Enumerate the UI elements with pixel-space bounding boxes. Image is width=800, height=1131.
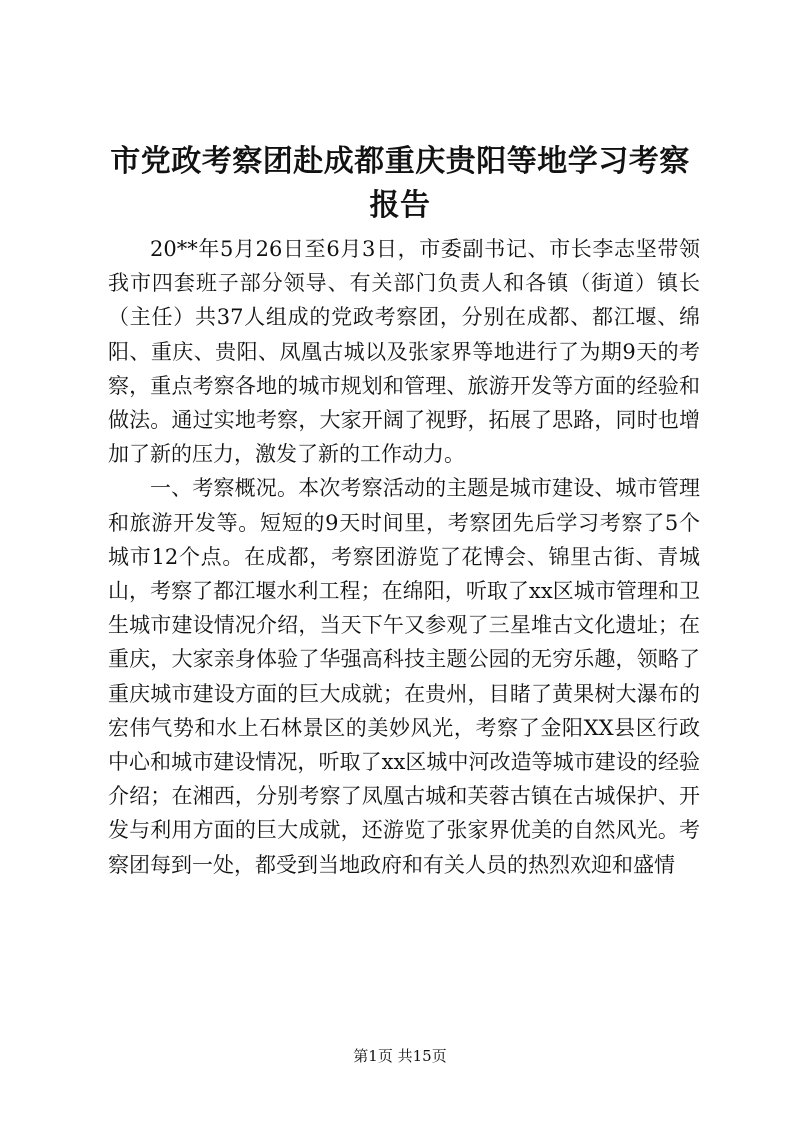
page-footer: 第1页 共15页 bbox=[353, 1047, 447, 1065]
paragraph-intro: 20**年5月26日至6月3日，市委副书记、市长李志坚带领我市四套班子部分领导、有关部门负责人和各镇（街道）镇长（主任）共37人组成的党政考察团，分别在成都、都江堰、绵阳、重庆、贵阳、凤凰古城以及张家界等地进行了为期9天的考察，重点考察各地的城市规划和管理、旅游开发等方面的经验和做法。通过实地考察，大家开阔了视野，拓展了思路，同时也增加了新的压力，激发了新的工作动力。 bbox=[108, 237, 700, 467]
document-body bbox=[108, 232, 700, 882]
paragraph-overview: 一、考察概况。本次考察活动的主题是城市建设、城市管理和旅游开发等。短短的9天时间里，考察团先后学习考察了5个城市12个点。在成都，考察团游览了花博会、锦里古街、青城山，考察了都江堰水利工程；在绵阳，听取了xx区城市管理和卫生城市建设情况介绍，当天下午又参观了三星堆古文化遗址；在重庆，大家亲身体验了华强高科技主题公园的无穷乐趣，领略了重庆城市建设方面的巨大成就；在贵州，目睹了黄果树大瀑布的宏伟气势和水上石林景区的美妙风光，考察了金阳XX县区行政中心和城市建设情况，听取了xx区城中河改造等城市建设的经验介绍；在湘西，分别考察了凤凰古城和芙蓉古镇在古城保护、开发与利用方面的巨大成就，还游览了张家界优美的自然风光。考察团每到一处，都受到当地政府和有关人员的热烈欢迎和盛情 bbox=[108, 476, 700, 877]
document-title: 市党政考察团赴成都重庆贵阳等地学习考察报告 bbox=[110, 144, 690, 223]
